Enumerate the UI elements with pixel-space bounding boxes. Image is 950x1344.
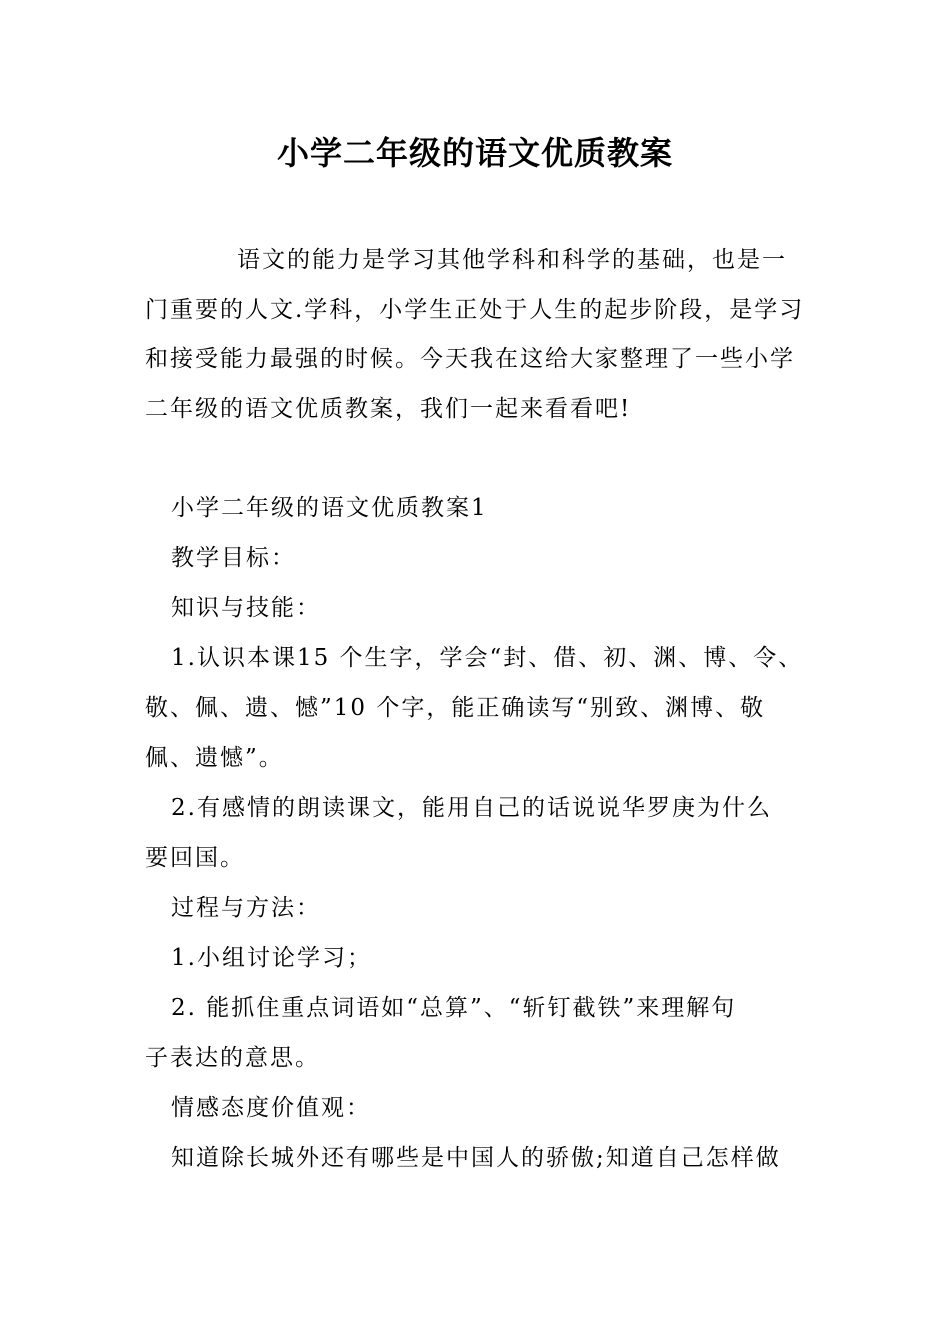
- text-line: 佩、遗憾”。: [145, 745, 284, 771]
- knowledge-skills-heading: 知识与技能：: [171, 595, 321, 621]
- process-methods-heading: 过程与方法：: [171, 895, 321, 921]
- intro-paragraph: 语文的能力是学习其他学科和科学的基础，也是一门重要的人文.学科，小学生正处于人生的起步阶段，是学习和接受能力最强的时候。今天我在这给大家整理了一些小学二年级的语文优质教案，我们一起来看看吧!: [145, 247, 805, 422]
- text-line: 子表达的意思。: [145, 1045, 320, 1071]
- text-line: 2.有感情的朗读课文，能用自己的话说说华罗庚为什么: [171, 795, 772, 821]
- content-block: [145, 483, 810, 1183]
- text-line: 知道除长城外还有哪些是中国人的骄傲;知道自己怎样做: [171, 1145, 781, 1171]
- document-title: 小学二年级的语文优质教案: [276, 134, 673, 172]
- text-line: 1.认识本课15 个生字，学会“封、借、初、渊、博、令、: [171, 645, 804, 671]
- emotion-values-heading: 情感态度价值观：: [171, 1095, 371, 1121]
- teaching-goals-heading: 教学目标：: [171, 545, 296, 571]
- section-heading: 小学二年级的语文优质教案1: [171, 495, 488, 521]
- text-line: 2. 能抓住重点词语如“总算”、“斩钉截铁”来理解句: [171, 995, 737, 1021]
- text-line: 要回国。: [145, 845, 245, 871]
- text-line: 1.小组讨论学习；: [171, 945, 372, 971]
- text-line: 敬、佩、遗、憾”10 个字，能正确读写“别致、渊博、敬: [145, 695, 766, 721]
